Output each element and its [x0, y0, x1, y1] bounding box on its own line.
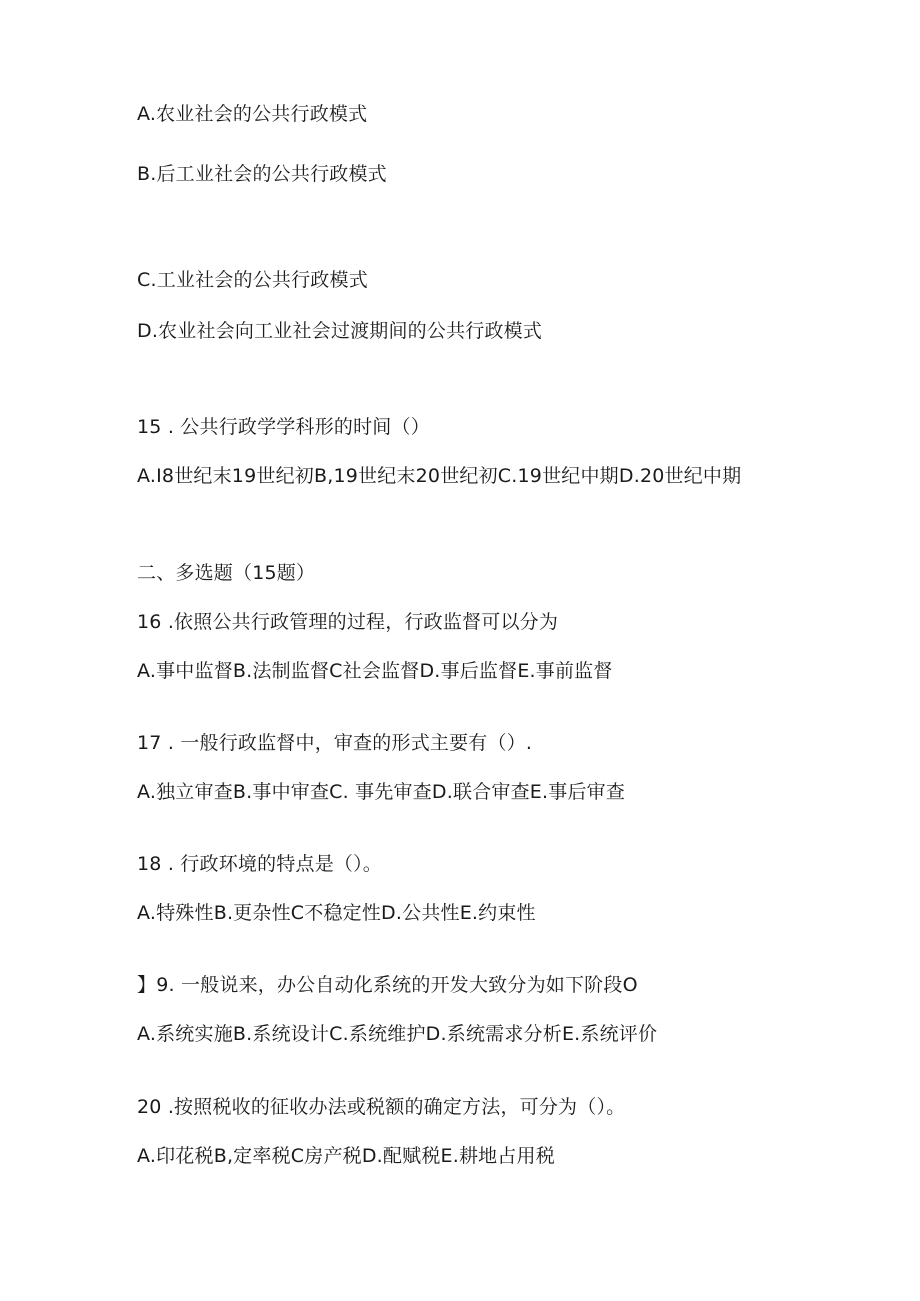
q18-options: A.特殊性B.更杂性C不稳定性D.公共性E.约束性	[137, 902, 536, 924]
q20-question: 20 .按照税收的征收办法或税额的确定方法，可分为（）。	[137, 1096, 626, 1118]
q16-options: A.事中监督B.法制监督C社会监督D.事后监督E.事前监督	[137, 660, 613, 682]
q14-option-b: B.后工业社会的公共行政模式	[137, 163, 387, 185]
q20-options: A.印花税B,定率税C房产税D.配赋税E.耕地占用税	[137, 1145, 555, 1167]
q19-question: 】9. 一般说来，办公自动化系统的开发大致分为如下阶段O	[137, 974, 638, 996]
q15-options: A.I8世纪末19世纪初B,19世纪末20世纪初C.19世纪中期D.20世纪中期	[137, 465, 742, 487]
q15-question: 15 . 公共行政学学科形的时间（）	[137, 416, 430, 438]
q16-question: 16 .依照公共行政管理的过程，行政监督可以分为	[137, 611, 559, 633]
q19-options: A.系统实施B.系统设计C.系统维护D.系统需求分析E.系统评价	[137, 1023, 658, 1045]
q17-options: A.独立审查B.事中审查C. 事先审查D.联合审查E.事后审查	[137, 781, 626, 803]
q14-option-a: A.农业社会的公共行政模式	[137, 103, 368, 125]
q18-question: 18 . 行政环境的特点是（）。	[137, 853, 382, 875]
q14-option-d: D.农业社会向工业社会过渡期间的公共行政模式	[137, 320, 543, 342]
q17-question: 17 . 一般行政监督中，审查的形式主要有（）.	[137, 732, 533, 754]
section-heading: 二、多选题（15题）	[137, 562, 316, 584]
q14-option-c: C.工业社会的公共行政模式	[137, 269, 368, 291]
